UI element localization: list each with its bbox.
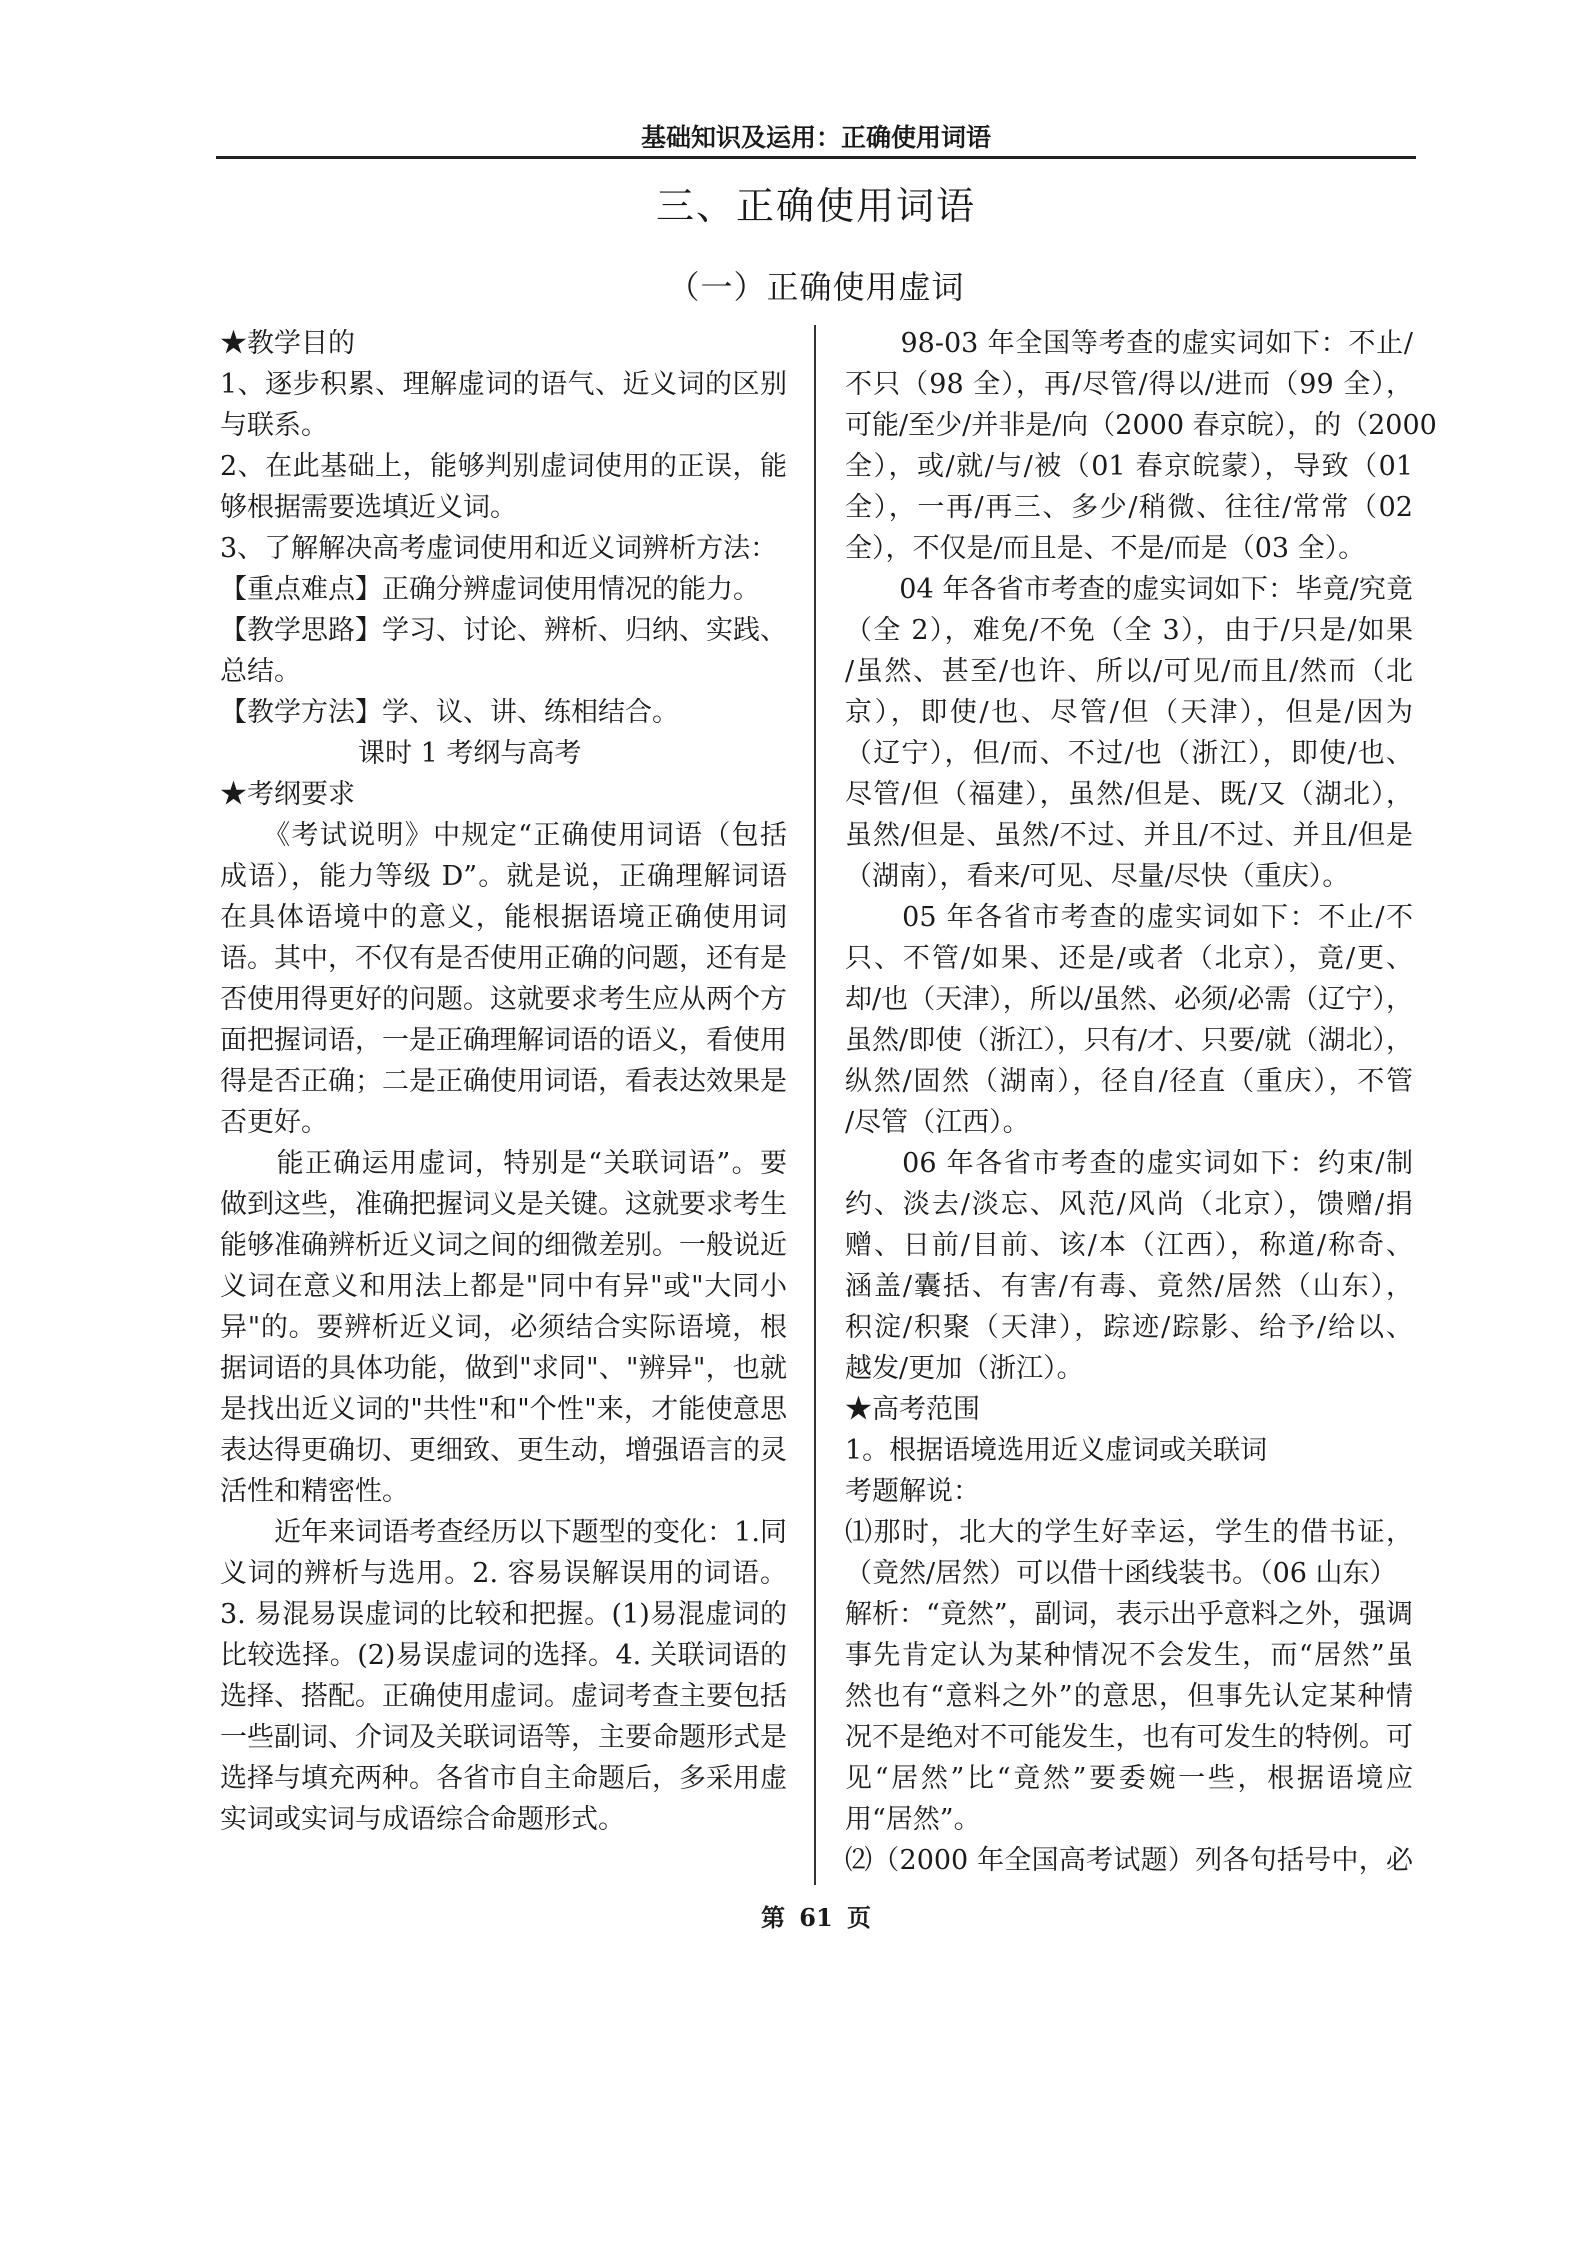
text-line: 2、在此基础上，能够判别虚词使用的正误，能	[220, 451, 787, 482]
text-line: 够根据需要选填近义词。	[220, 492, 517, 523]
paragraph	[845, 1389, 1413, 1430]
paragraph	[220, 364, 787, 446]
text-line: 做到这些，准确把握词义是关键。这就要求考生	[220, 1189, 787, 1220]
text-line: 98-03 年全国等考查的虚实词如下：不止/	[845, 328, 1413, 359]
text-line: /尽管（江西）。	[845, 1107, 1030, 1138]
text-line: 涵盖/囊括、有害/有毒、竟然/居然（山东），	[845, 1271, 1413, 1302]
text-line: 然也有“意料之外”的意思，但事先认定某种情	[845, 1681, 1413, 1712]
text-line: 虽然/但是、虽然/不过、并且/不过、并且/但是	[845, 820, 1413, 851]
text-line: 能够准确辨析近义词之间的细微差别。一般说近	[220, 1230, 787, 1261]
page-title: 三、正确使用词语	[655, 184, 976, 228]
text-line: 可能/至少/并非是/向（2000 春京皖），的（2000	[845, 410, 1437, 441]
text-line: 《考试说明》中规定“正确使用词语（包括	[220, 820, 787, 851]
paragraph	[220, 1143, 787, 1512]
text-line: 活性和精密性。	[220, 1476, 409, 1507]
text-line: 考题解说：	[845, 1476, 980, 1507]
paragraph	[845, 1143, 1413, 1389]
text-line: 总结。	[220, 656, 301, 687]
text-line: 异"的。要辨析近义词，必须结合实际语境，根	[220, 1312, 787, 1343]
paragraph	[220, 446, 787, 528]
text-line: 是找出近义词的"共性"和"个性"来，才能使意思	[220, 1394, 787, 1425]
text-line: ★高考范围	[845, 1394, 980, 1425]
text-line: 全），一再/再三、多少/稍微、往往/常常（02	[845, 492, 1413, 523]
text-line: 积淀/积聚（天津），踪迹/踪影、给予/给以、	[845, 1312, 1413, 1343]
text-line: 04 年各省市考查的虚实词如下：毕竟/究竟	[845, 574, 1413, 605]
text-line: 【重点难点】正确分辨虚词使用情况的能力。	[220, 574, 760, 605]
text-line: 义词的辨析与选用。2. 容易误解误用的词语。	[220, 1558, 787, 1589]
paragraph	[845, 569, 1413, 897]
text-line: /虽然、甚至/也许、所以/可见/而且/然而（北	[845, 656, 1413, 687]
text-line: 得是否正确；二是正确使用词语，看表达效果是	[220, 1066, 787, 1097]
paragraph	[220, 610, 787, 692]
text-line: 据词语的具体功能，做到"求同"、"辨异"，也就	[220, 1353, 787, 1384]
paragraph	[845, 1594, 1413, 1840]
column-divider	[814, 325, 816, 1885]
running-head: 基础知识及运用：正确使用词语	[640, 123, 991, 152]
text-line: 选择、搭配。正确使用虚词。虚词考查主要包括	[220, 1681, 787, 1712]
paragraph	[845, 897, 1413, 1143]
page-number: 第 61 页	[760, 1903, 872, 1932]
paragraph	[220, 815, 787, 1143]
text-line: （全 2），难免/不免（全 3），由于/只是/如果	[845, 615, 1413, 646]
paragraph	[845, 1512, 1413, 1594]
text-line: ★考纲要求	[220, 779, 355, 810]
text-line: 选择与填充两种。各省市自主命题后，多采用虚	[220, 1763, 787, 1794]
text-line: 解析：“竟然”，副词，表示出乎意料之外，强调	[845, 1599, 1413, 1630]
text-line: 表达得更确切、更细致、更生动，增强语言的灵	[220, 1435, 787, 1466]
paragraph	[845, 1430, 1413, 1471]
text-line: 只、不管/如果、还是/或者（北京），竟/更、	[845, 943, 1413, 974]
text-line: 1、逐步积累、理解虚词的语气、近义词的区别	[220, 369, 787, 400]
paragraph	[220, 569, 787, 610]
text-line: 1。根据语境选用近义虚词或关联词	[845, 1435, 1268, 1466]
text-line: 全），不仅是/而且是、不是/而是（03 全）。	[845, 533, 1366, 564]
text-line: 3. 易混易误虚词的比较和把握。(1)易混虚词的	[220, 1599, 787, 1630]
header-rule	[216, 156, 1416, 159]
text-line: 面把握词语，一是正确理解词语的语义，看使用	[220, 1025, 787, 1056]
text-line: 纵然/固然（湖南），径自/径直（重庆），不管	[845, 1066, 1413, 1097]
text-line: 课时 1 考纲与高考	[358, 738, 582, 769]
paragraph	[845, 323, 1437, 569]
paragraph	[845, 1840, 1413, 1881]
left-column	[220, 323, 787, 1840]
text-line: 与联系。	[220, 410, 328, 441]
text-line: 成语），能力等级 D”。就是说，正确理解词语	[220, 861, 787, 892]
text-line: 能正确运用虚词，特别是“关联词语”。要	[220, 1148, 787, 1179]
section-subtitle: （一）正确使用虚词	[667, 268, 965, 306]
text-line: 一些副词、介词及关联词语等，主要命题形式是	[220, 1722, 787, 1753]
text-line: ★教学目的	[220, 328, 355, 359]
text-line: 05 年各省市考查的虚实词如下：不止/不	[845, 902, 1413, 933]
text-line: 【教学方法】学、议、讲、练相结合。	[220, 697, 679, 728]
text-line: ⑵（2000 年全国高考试题）列各句括号中，必	[845, 1845, 1413, 1876]
text-line: 京），即使/也、尽管/但（天津），但是/因为	[845, 697, 1413, 728]
paragraph	[220, 692, 787, 733]
text-line: 约、淡去/淡忘、风范/风尚（北京），馈赠/捐	[845, 1189, 1413, 1220]
text-line: 尽管/但（福建），虽然/但是、既/又（湖北），	[845, 779, 1413, 810]
text-line: 否使用得更好的问题。这就要求考生应从两个方	[220, 984, 787, 1015]
text-line: 【教学思路】学习、讨论、辨析、归纳、实践、	[220, 615, 787, 646]
paragraph	[220, 1512, 787, 1840]
text-line: 虽然/即使（浙江），只有/才、只要/就（湖北），	[845, 1025, 1413, 1056]
paragraph	[220, 528, 787, 569]
right-column	[845, 323, 1437, 1881]
text-line: 语。其中，不仅有是否使用正确的问题，还有是	[220, 943, 787, 974]
text-line: 见“居然”比“竟然”要委婉一些，根据语境应	[845, 1763, 1413, 1794]
text-line: 用“居然”。	[845, 1804, 981, 1835]
text-line: 否更好。	[220, 1107, 328, 1138]
text-line: 赠、日前/目前、该/本（江西），称道/称奇、	[845, 1230, 1413, 1261]
text-line: 越发/更加（浙江）。	[845, 1353, 1084, 1384]
text-line: 比较选择。(2)易误虚词的选择。4. 关联词语的	[220, 1640, 787, 1671]
text-line: 06 年各省市考查的虚实词如下：约束/制	[845, 1148, 1413, 1179]
paragraph	[220, 323, 787, 364]
paragraph	[845, 1471, 1413, 1512]
text-line: （湖南），看来/可见、尽量/尽快（重庆）。	[845, 861, 1350, 892]
text-line: 况不是绝对不可能发生，也有可发生的特例。可	[845, 1722, 1413, 1753]
text-line: 义词在意义和用法上都是"同中有异"或"大同小	[220, 1271, 787, 1302]
text-line: 却/也（天津），所以/虽然、必须/必需（辽宁），	[845, 984, 1413, 1015]
text-line: 3、了解解决高考虚词使用和近义词辨析方法：	[220, 533, 778, 564]
paragraph	[220, 733, 787, 774]
text-line: ⑴那时，北大的学生好幸运，学生的借书证，	[845, 1517, 1413, 1548]
text-line: 事先肯定认为某种情况不会发生，而“居然”虽	[845, 1640, 1413, 1671]
text-line: （竟然/居然）可以借十函线装书。（06 山东）	[845, 1558, 1397, 1589]
text-line: 在具体语境中的意义，能根据语境正确使用词	[220, 902, 787, 933]
text-line: 实词或实词与成语综合命题形式。	[220, 1804, 625, 1835]
text-line: 全），或/就/与/被（01 春京皖蒙），导致（01	[845, 451, 1413, 482]
paragraph	[220, 774, 787, 815]
text-line: 不只（98 全），再/尽管/得以/进而（99 全），	[845, 369, 1413, 400]
text-line: 近年来词语考查经历以下题型的变化：1.同	[220, 1517, 787, 1548]
text-line: （辽宁），但/而、不过/也（浙江），即使/也、	[845, 738, 1413, 769]
